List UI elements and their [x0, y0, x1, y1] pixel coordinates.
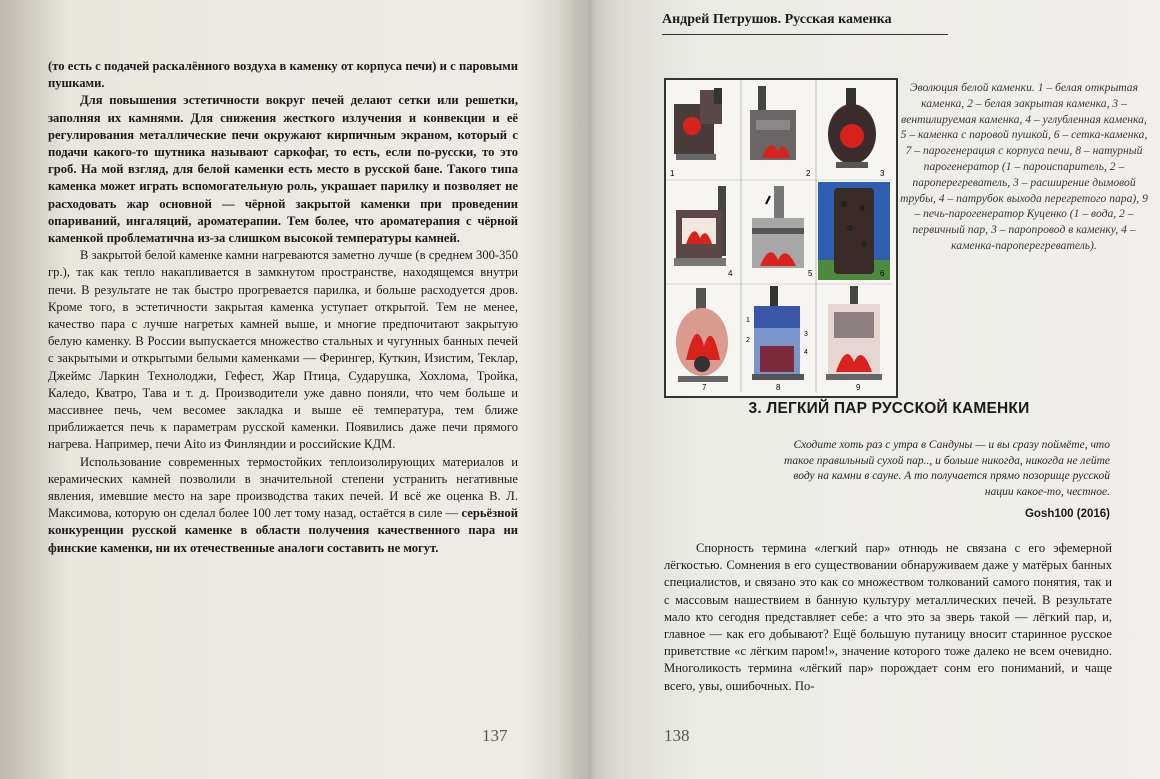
left-paragraph-1: (то есть с подачей раскалённого воздуха в каменку от корпуса печи) и с паровыми пушками. — [48, 59, 518, 91]
left-page — [48, 58, 518, 557]
figure-label-8: 8 — [776, 383, 781, 392]
stove-illustration-8 — [746, 286, 808, 392]
figure-label-7: 7 — [702, 383, 707, 392]
left-paragraph-4-bold: серьёзной конкуренции русской каменке в области получения качественного пара ни финские каменки, ни их отечественные аналоги составить не могут. — [48, 506, 518, 555]
figure-svg — [666, 80, 892, 392]
stove-illustration-2 — [750, 86, 811, 178]
figure-label-5: 5 — [808, 269, 813, 278]
figure-label-9: 9 — [856, 383, 861, 392]
left-paragraph-4 — [48, 454, 518, 557]
left-paragraph-3: В закрытой белой каменке камни нагреваются заметно лучше (в среднем 300-350 гр.), так как тепло накапливается в замкнутом пространстве, находящемся внутри печи. В результате не так быстро прогревается парилка, и больше расходуется дров. Кроме того, в эстетичности закрытая каменка уступает открытой. Тем не менее, качество пара с лучше нагретых камней выше, и многие предпочитают закрытую белую каменку. В России выпускается множество стальных и чугунных банных печей с закрытыми и открытыми белыми каменками — Ферингер, Куткин, Изистим, Теклар, Джеймс Ларкин Технолоджи, Гефест, Жар Птица, Сударушка, Хохлома, Тройка, Каледо, Кватро, Тава и т. д. Производители уже давно поняли, что чем больше и массивнее печь, чем весомее закладка и выше её температура, тем ближе приближается печь к параметрам русской каменки. Появились даже печи прямого нагрева. Например, печи Aito из Финляндии и российские КДМ. — [48, 248, 518, 452]
stove-illustration-1 — [670, 88, 722, 178]
stove-illustration-6 — [818, 182, 890, 280]
book-gutter — [560, 0, 620, 779]
stove-illustration-9 — [826, 286, 882, 392]
epigraph-author: Gosh100 (2016) — [1024, 508, 1110, 520]
figure-side-label-4: 4 — [804, 349, 808, 356]
right-page-body — [664, 540, 1112, 695]
chapter-title: 3. ЛЕГКИЙ ПАР РУССКОЙ КАМЕНКИ — [748, 400, 1030, 417]
stove-illustration-4 — [674, 186, 733, 278]
left-paragraph-4-text: Использование современных термостойких теплоизолирующих материалов и керамических камней позволили в значительной степени устранить негативные явления, имевшие место на заре производства таких печей. И всё же оценка В. Л. Максимова, которую он сделал более 100 лет тому назад, остаётся в силе — — [48, 454, 518, 521]
figure-label-1: 1 — [670, 169, 675, 178]
left-paragraph-2: Для повышения эстетичности вокруг печей делают сетки или решетки, заполняя их камнями. Для снижения жесткого излучения и конвекции и её регулирования металлические печи окружают кирпичным экраном, который с подачи какого-то шутника называют саркофаг, то есть, если по-русски, то это гроб. На мой взгляд, для белой каменки есть место в русской бане. Такого типа каменка может играть вспомогательную роль, украшает парилку и позволяет не расходовать жар основной — чёрной закрытой каменки при проведении опариваний, ингаляций, ароматерапии. Тем более, что ароматерапия с чёрной каменкой проблематична из-за слишком высокой температуры камней. — [48, 93, 518, 246]
stove-evolution-figure — [664, 78, 898, 398]
stove-illustration-3 — [828, 88, 885, 178]
running-head: Андрей Петрушов. Русская каменка — [662, 12, 948, 35]
page-number-right: 138 — [664, 726, 690, 745]
figure-side-label-1: 1 — [746, 317, 750, 324]
stove-illustration-5 — [752, 186, 813, 278]
figure-label-2: 2 — [806, 169, 811, 178]
figure-label-4: 4 — [728, 269, 733, 278]
figure-side-label-3: 3 — [804, 331, 808, 338]
figure-caption: Эволюция белой каменки. 1 – белая открытая каменка, 2 – белая закрытая каменка, 3 – вентилируемая каменка, 4 – углубленная каменка, 5 – каменка с паровой пушкой, 6 – сетка-каменка, 7 – парогенерация с корпуса печи, 8 – натурный парогенератор (1 – пароиспаритель, 2 – пароперегреватель, 3 – расширение дымовой трубы, 4 – патрубок выхода перегретого пара), 9 – печь-парогенератор Куценко (1 – вода, 2 – первичный пар, 3 – паропровод в каменку, 4 – каменка-пароперегреватель). — [900, 81, 1148, 252]
stove-illustration-7 — [676, 288, 728, 392]
page-number-left: 137 — [482, 726, 508, 745]
figure-label-3: 3 — [880, 169, 885, 178]
figure-side-label-2: 2 — [746, 337, 750, 344]
epigraph: Сходите хоть раз с утра в Сандуны — и вы сразу поймёте, что такое правильный сухой пар.., и больше никогда, никогда не лейте воду на камни в сауне. А то получается прямо позорище русской нации какое-то, честное. — [783, 439, 1110, 498]
right-paragraph-1: Спорность термина «легкий пар» отнюдь не связана с его эфемерной лёгкостью. Сомнения в его существовании обнаруживаем даже у матёрых банных специалистов, и связано это как со множеством толкований самого понятия, так и с массовым нашествием в банную культуру металлических печей. В результате мало кто сегодня представляет себе: а что это за зверь такой — лёгкий пар, и, главное — как его добывают? Ещё большую путаницу вносит старинное русское приветствие «с лёгким паром!», значение которого тоже далеко не всем очевидно. Многоликость термина «лёгкий пар» порождает сонм его пониманий, и чаще всего, увы, ошибочных. По- — [664, 541, 1112, 693]
figure-label-6: 6 — [880, 269, 885, 278]
